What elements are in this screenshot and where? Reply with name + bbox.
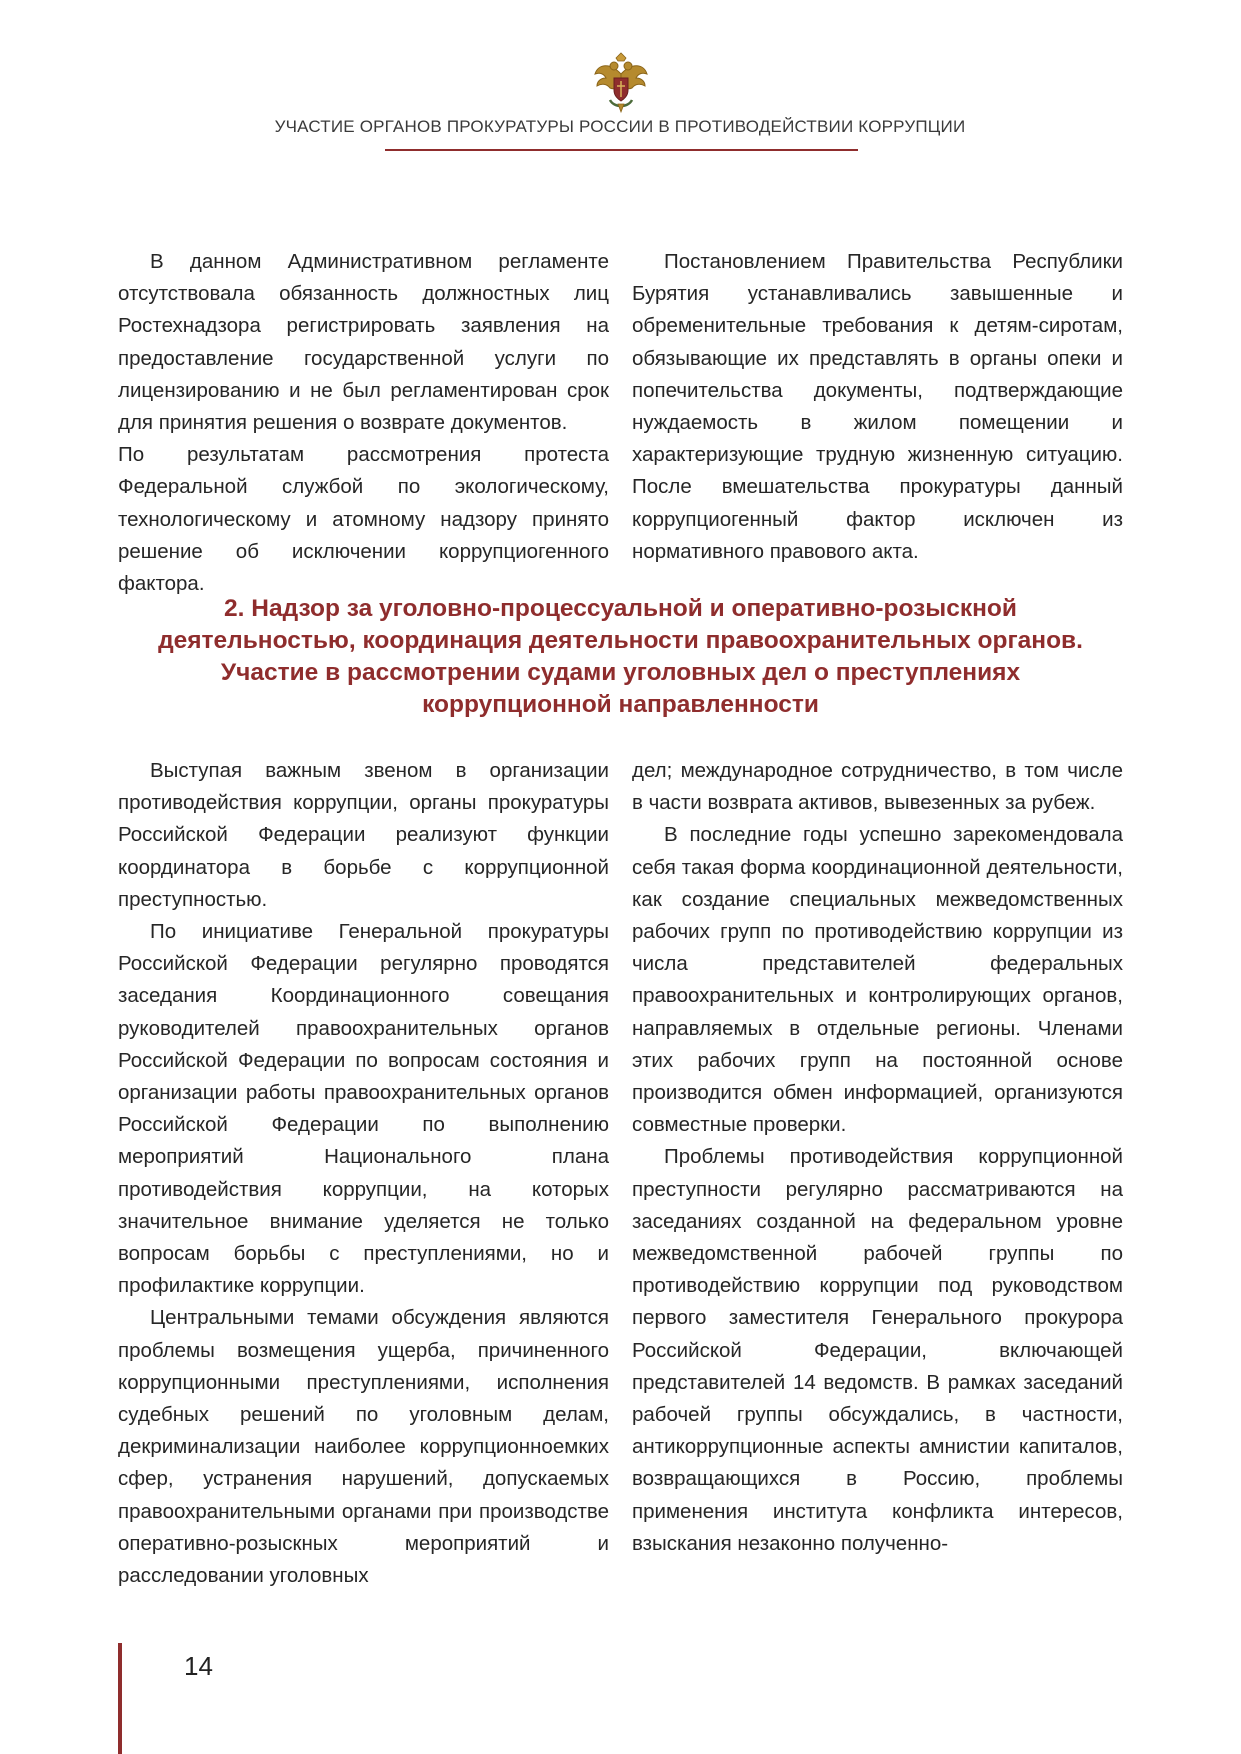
paragraph: По результатам рассмотрения протеста Федеральной службой по экологическому, технологическому и атомному надзору принято решение об исключении коррупциогенного фактора. (118, 443, 609, 596)
header-divider (385, 149, 858, 151)
paragraph: Выступая важным звеном в организации противодействия коррупции, органы прокуратуры Российской Федерации реализуют функции координатора в борьбе с коррупционной преступностью. (118, 759, 609, 911)
bottom-left-column (118, 755, 609, 1592)
section-heading (118, 593, 1123, 721)
paragraph: Центральными темами обсуждения являются проблемы возмещения ущерба, причиненного коррупционными преступлениями, исполнения судебных решений по уголовным делам, декриминализации наиболее коррупционноемких сфер, устранения нарушений, допускаемых правоохранительными органами при производстве оперативно-розыскных мероприятий и расследовании уголовных (118, 1306, 609, 1588)
section-heading-line: Участие в рассмотрении судами уголовных дел о преступлениях (220, 659, 1021, 686)
paragraph: По инициативе Генеральной прокуратуры Российской Федерации регулярно проводятся заседания Координационного совещания руководителей правоохранительных органов Российской Федерации по вопросам состояния и организации работы правоохранительных органов Российской Федерации по выполнению мероприятий Национального плана противодействия коррупции, на которых значительное внимание уделяется не только вопросам борьбы с преступлениями, но и профилактике коррупции. (118, 920, 609, 1298)
page-number: 14 (184, 1651, 213, 1681)
paragraph: Постановлением Правительства Республики Бурятия устанавливались завышенные и обременительные требования к детям-сиротам, обязывающие их представлять в органы опеки и попечительства документы, подтверждающие нуждаемость в жилом помещении и характеризующие трудную жизненную ситуацию. После вмешательства прокуратуры данный коррупциогенный фактор исключен из нормативного правового акта. (632, 250, 1123, 563)
section-heading-line: деятельностью, координация деятельности правоохранительных органов. (158, 627, 1083, 654)
paragraph: Проблемы противодействия коррупционной преступности регулярно рассматриваются на заседаниях созданной на федеральном уровне межведомственной рабочей группы по противодействию коррупции под руководством первого заместителя Генерального прокурора Российской Федерации, включающей представителей 14 ведомств. В рамках заседаний рабочей группы обсуждались, в частности, антикоррупционные аспекты амнистии капиталов, возвращающихся в Россию, проблемы применения института конфликта интересов, взыскания незаконно полученно- (632, 1145, 1123, 1555)
running-header-title: УЧАСТИЕ ОРГАНОВ ПРОКУРАТУРЫ РОССИИ В ПРОТИВОДЕЙСТВИИ КОРРУПЦИИ (274, 117, 966, 136)
paragraph: В последние годы успешно зарекомендовала себя такая форма координационной деятельности, как создание специальных межведомственных рабочих групп по противодействию коррупции из числа представителей федеральных правоохранительных и контролирующих органов, направляемых в отдельные регионы. Членами этих рабочих групп на постоянной основе производится обмен информацией, организуются совместные проверки. (632, 823, 1123, 1137)
top-left-column (118, 246, 609, 600)
bottom-right-column (632, 755, 1123, 1560)
paragraph: В данном Административном регламенте отсутствовала обязанность должностных лиц Ростехнадзора регистрировать заявления на предоставление государственной услуги по лицензированию и не был регламентирован срок для принятия решения о возврате документов. (118, 250, 609, 435)
page-margin-bar (118, 1643, 122, 1754)
double-headed-eagle-emblem-icon (592, 52, 650, 114)
section-heading-line: коррупционной направленности (422, 691, 819, 718)
paragraph: дел; международное сотрудничество, в том числе в части возврата активов, вывезенных за рубеж. (632, 759, 1123, 815)
section-heading-line: 2. Надзор за уголовно-процессуальной и оперативно-розыскной (224, 595, 1017, 622)
top-right-column (632, 246, 1123, 568)
